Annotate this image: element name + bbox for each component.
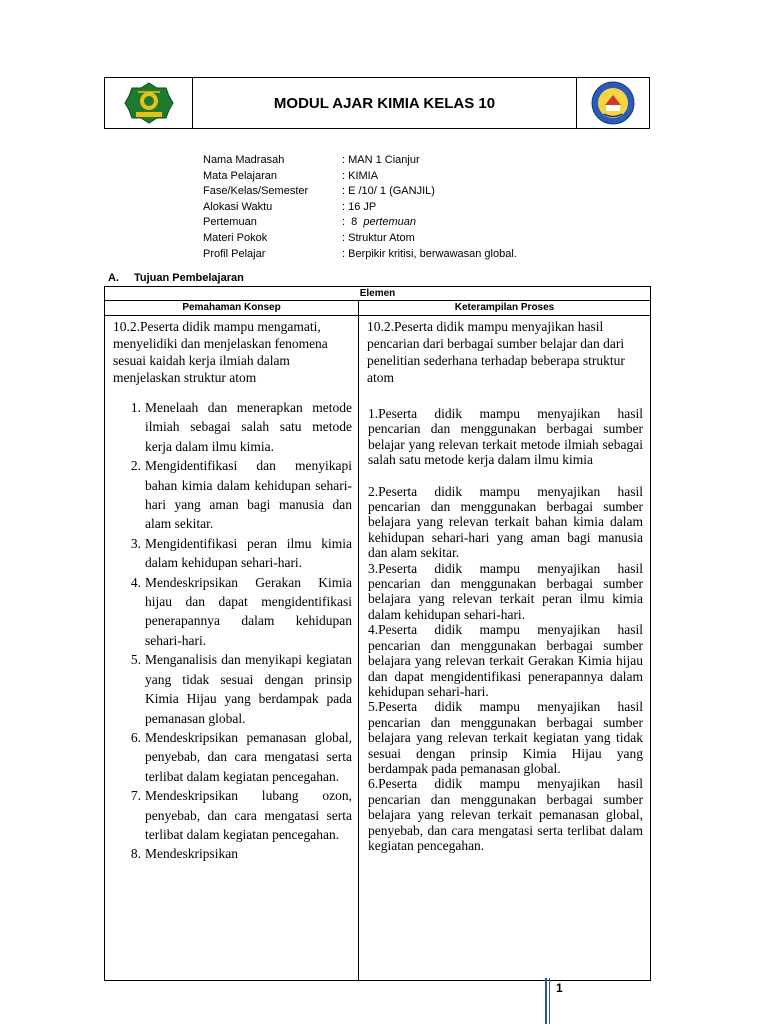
list-text: Menganalisis dan menyikapi kegiatan yang tidak sesuai dengan prinsip Kimia Hijau yang berdampak pada pemanasan global.: [145, 652, 352, 726]
list-item: [105, 398, 358, 456]
info-row: [203, 169, 517, 185]
list-number: 5.: [130, 652, 141, 668]
list-number: 8.: [130, 846, 141, 862]
info-row: [203, 153, 517, 169]
list-item: [105, 456, 358, 534]
list-text: Mendeskripsikan lubang ozon, penyebab, dan cara mengatasi serta terlibat dalam kegiatan pencegahan.: [145, 788, 352, 842]
list-item: [105, 573, 358, 651]
section-letter: A.: [108, 272, 119, 284]
list-text: Mendeskripsikan: [145, 846, 238, 862]
list-number: 1.: [130, 400, 141, 415]
learning-objectives-table: [104, 286, 651, 981]
info-label: Profil Pelajar: [203, 247, 266, 260]
table-header-elemen: Elemen: [105, 287, 651, 301]
right-column-cell: [359, 316, 651, 981]
header-left-logo-cell: [105, 78, 193, 128]
list-item: [105, 534, 358, 573]
list-text: Menelaah dan menerapkan metode ilmiah sebagai salah satu metode kerja dalam ilmu kimia.: [145, 400, 352, 454]
list-item: [105, 786, 358, 844]
page-number-bar-thin: [549, 978, 550, 1024]
info-value-italic: pertemuan: [363, 216, 416, 229]
madrasah-badge-icon: [590, 81, 636, 125]
info-row: [203, 231, 517, 247]
column-header-pemahaman: Pemahaman Konsep: [105, 301, 359, 316]
list-number: 3.: [130, 535, 141, 551]
info-label: Materi Pokok: [203, 231, 268, 244]
list-item: [105, 728, 358, 786]
list-item: 1.Peserta didik mampu menyajikan hasil pencarian dan menggunakan berbagai sumber belajar yang relevan terkait metode ilmiah sebagai salah satu metode kerja dalam ilmu kimia: [368, 406, 644, 468]
info-value: : Struktur Atom: [342, 231, 415, 244]
right-intro-text: 10.2.Peserta didik mampu menyajikan hasil pencarian dari berbagai sumber belajar dan dari penelitian sederhana terhadap beberapa struktur atom: [367, 319, 625, 385]
info-label: Fase/Kelas/Semester: [203, 185, 309, 198]
info-row: [203, 247, 517, 263]
header-right-logo-cell: [576, 78, 649, 128]
list-text: Mengidentifikasi dan menyikapi bahan kimia dalam kehidupan sehari-hari yang aman bagi manusia dan alam sekitar.: [145, 458, 352, 532]
info-value: : Berpikir kritisi, berwawasan global.: [342, 247, 517, 260]
page-number: 1: [556, 981, 563, 995]
info-row: [203, 184, 517, 200]
info-value: : 16 JP: [342, 200, 377, 213]
list-item: [105, 650, 358, 728]
list-item: 4.Peserta didik mampu menyajikan hasil pencarian dan menggunakan berbagai sumber belajara yang relevan terkait Gerakan Kimia hijau dan dapat mengidentifikasi penerapannya dalam kehidupan sehari-hari.: [368, 622, 644, 699]
list-number: 2.: [130, 458, 141, 474]
info-row: [203, 200, 517, 216]
list-number: 6.: [130, 729, 141, 745]
list-text: Mengidentifikasi peran ilmu kimia dalam kehidupan sehari-hari.: [145, 535, 352, 571]
document-title: MODUL AJAR KIMIA KELAS 10: [273, 94, 496, 112]
list-number: 4.: [130, 574, 141, 590]
section-title: Tujuan Pembelajaran: [134, 272, 244, 284]
info-label: Mata Pelajaran: [203, 169, 277, 182]
left-column-cell: [105, 316, 359, 981]
info-label: Alokasi Waktu: [203, 200, 273, 213]
list-item: 2.Peserta didik mampu menyajikan hasil pencarian dan menggunakan berbagai sumber belajara yang relevan terkait bahan kimia dalam kehidupan sehari-hari yang aman bagi manusia dan alam sekitar.: [368, 483, 644, 561]
list-text: Mendeskripsikan pemanasan global, penyebab, dan cara mengatasi serta terlibat dalam kegiatan pencegahan.: [145, 729, 352, 784]
identity-info: [203, 153, 517, 262]
list-item: 3.Peserta didik mampu menyajikan hasil pencarian dan menggunakan berbagai sumber belajara yang relevan terkait peran ilmu kimia dalam kehidupan sehari-hari.: [368, 560, 644, 622]
list-item: 6.Peserta didik mampu menyajikan hasil pencarian dan menggunakan berbagai sumber belajara yang relevan terkait pemanasan global, penyebab, dan cara mengatasi serta terlibat dalam kegiatan pencegahan.: [368, 776, 644, 853]
left-objective-list: [105, 398, 358, 864]
document-header: [104, 77, 650, 129]
section-heading: [108, 272, 244, 284]
info-value: : MAN 1 Cianjur: [342, 154, 420, 166]
left-intro-text: 10.2.Peserta didik mampu mengamati, menyelidiki dan menjelaskan fenomena sesuai kaidah kerja ilmiah dalam menjelaskan struktur atom: [113, 319, 328, 385]
info-value: : KIMIA: [342, 169, 379, 182]
info-row: [203, 215, 517, 231]
right-objective-list: [359, 406, 650, 853]
list-item: [105, 844, 358, 863]
list-text: Mendeskripsikan Gerakan Kimia hijau dan dapat mengidentifikasi penerapannya dalam kehidupan sehari-hari.: [145, 574, 352, 648]
kemenag-emblem-icon: [124, 82, 174, 124]
info-label: Pertemuan: [203, 216, 257, 229]
page-number-bar: [545, 978, 547, 1024]
list-item: 5.Peserta didik mampu menyajikan hasil pencarian dan menggunakan berbagai sumber belajara yang relevan terkait kegiatan yang tidak sesuai dengan prinsip Kimia Hijau yang berdampak pada pemanasan global.: [368, 699, 644, 776]
info-value: : 8: [342, 216, 364, 229]
column-header-keterampilan: Keterampilan Proses: [359, 301, 651, 316]
info-label: Nama Madrasah: [203, 154, 285, 166]
list-number: 7.: [130, 788, 141, 804]
info-value: : E /10/ 1 (GANJIL): [342, 185, 435, 198]
